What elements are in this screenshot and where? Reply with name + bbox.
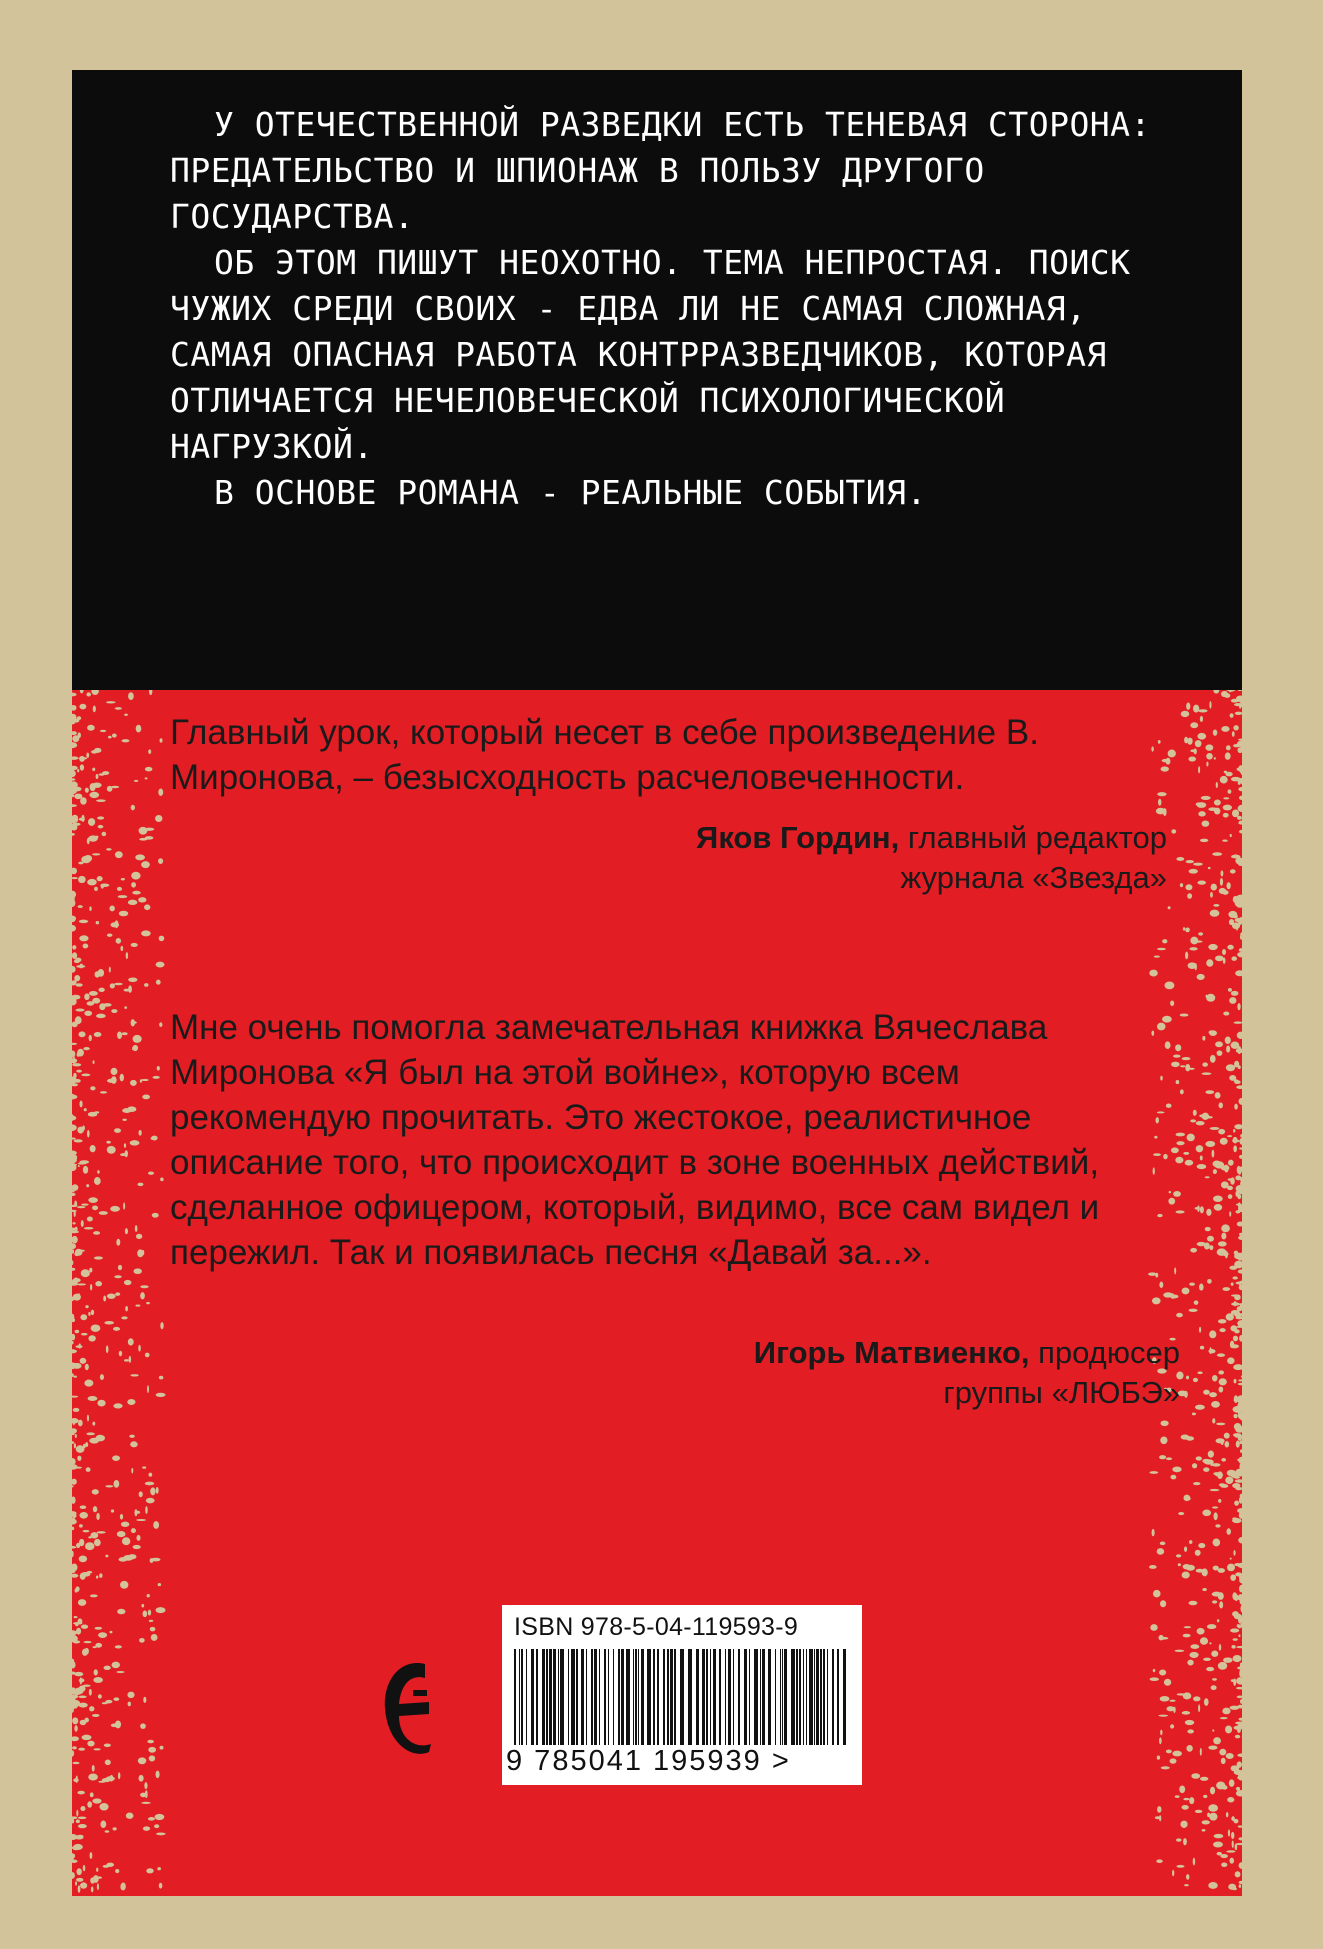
book-back-cover	[72, 70, 1242, 1896]
quote-attribution	[480, 1333, 1180, 1413]
barcode	[502, 1605, 862, 1785]
blurb-paragraph: В ОСНОВЕ РОМАНА - РЕАЛЬНЫЕ СОБЫТИЯ.	[214, 473, 927, 512]
quote-author: Игорь Матвиенко,	[753, 1335, 1030, 1370]
quote-role: продюсер	[1029, 1335, 1180, 1370]
eksmo-logo-icon	[377, 1650, 437, 1770]
quote-author: Яков Гордин,	[696, 820, 900, 855]
quote-role: журнала «Звезда»	[900, 860, 1167, 895]
barcode-digits: 9 785041 195939 >	[506, 1745, 791, 1777]
blurb-paragraph: ОБ ЭТОМ ПИШУТ НЕОХОТНО. ТЕМА НЕПРОСТАЯ. ПОИСК ЧУЖИХ СРЕДИ СВОИХ - ЕДВА ЛИ НЕ САМАЯ СЛОЖНАЯ, САМАЯ ОПАСНАЯ РАБОТА КОНТРРАЗВЕДЧИКОВ, КОТОРАЯ ОТЛИЧАЕТСЯ НЕЧЕЛОВЕЧЕСКОЙ ПСИХОЛОГИЧЕСКОЙ НАГРУЗКОЙ.	[170, 243, 1131, 466]
quote-role: главный редактор	[899, 820, 1167, 855]
blurb-paragraph: У ОТЕЧЕСТВЕННОЙ РАЗВЕДКИ ЕСТЬ ТЕНЕВАЯ СТОРОНА: ПРЕДАТЕЛЬСТВО И ШПИОНАЖ В ПОЛЬЗУ ДРУГОГО ГОСУДАРСТВА.	[170, 105, 1151, 236]
quote-text: Мне очень помогла замечательная книжка Вячеслава Миронова «Я был на этой войне», которую всем рекомендую прочитать. Это жестокое, реалистичное описание того, что происходит в зоне военных действий, сделанное офицером, который, видимо, все сам видел и пережил. Так и появилась песня «Давай за...».	[170, 1008, 1100, 1272]
quote-text: Главный урок, который несет в себе произведение В. Миронова, – безысходность расчеловеченности.	[170, 713, 1039, 797]
quote-attribution	[467, 818, 1167, 898]
barcode-bars	[514, 1649, 850, 1745]
blurb	[170, 102, 1170, 516]
quote-role: группы «ЛЮБЭ»	[943, 1375, 1180, 1410]
isbn-label: ISBN 978-5-04-119593-9	[514, 1613, 799, 1641]
